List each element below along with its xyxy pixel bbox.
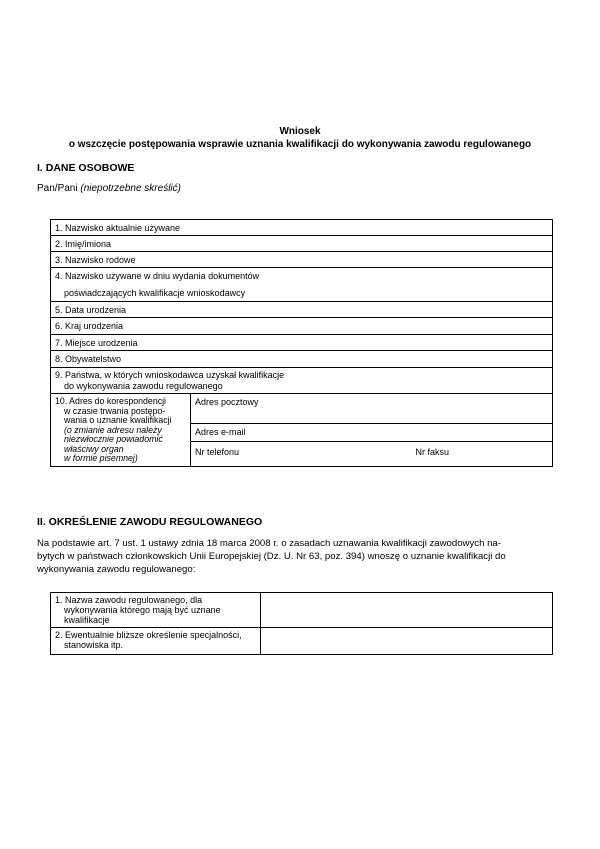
section-1-heading: I. DANE OSOBOWE — [37, 162, 135, 174]
address-label-cell: 10. Adres do korespondencji w czasie trwania postępo- wania o uznanie kwalifikacji (o zmianie adresu należy niezwłocznie powiadomić właściwy organ w formie pisemnej) — [51, 394, 191, 467]
salutation — [37, 183, 181, 194]
row-qualification-countries[interactable]: 9. Państwa, w których wnioskodawca uzyskał kwalifikacje do wykonywania zawodu regulowanego — [51, 368, 553, 394]
personal-data-table — [50, 219, 553, 467]
row-birth-place[interactable]: 7. Miejsce urodzenia — [51, 335, 553, 351]
section-2-heading: II. OKREŚLENIE ZAWODU REGULOWANEGO — [37, 516, 263, 528]
row-current-surname[interactable]: 1. Nazwisko aktualnie używane — [51, 220, 553, 236]
specialization-field[interactable] — [261, 628, 553, 655]
row-birth-date[interactable]: 5. Data urodzenia — [51, 302, 553, 318]
fax-label: Nr faksu — [415, 447, 450, 457]
legal-basis-paragraph: Na podstawie art. 7 ust. 1 ustawy zdnia 18 marca 2008 r. o zasadach uznawania kwalifikacji zawodowych na- bytych w państwach członkowskich Unii Europejskiej (Dz. U. Nr 63, poz. 394) wnoszę o uznanie kwalifikacji do wykonywania zawodu regulowanego: — [37, 538, 506, 575]
form-subtitle: o wszczęcie postępowania wsprawie uznania kwalifikacji do wykonywania zawodu regulowanego — [68, 139, 532, 150]
salutation-note: (niepotrzebne skreślić) — [80, 183, 181, 194]
salutation-text: Pan/Pani — [37, 183, 78, 194]
row-birth-country[interactable]: 6. Kraj urodzenia — [51, 318, 553, 335]
postal-address-field[interactable]: Adres pocztowy — [191, 394, 553, 424]
specialization-label: 2. Ewentualnie bliższe określenie specjalności, stanowiska itp. — [51, 628, 261, 655]
row-citizenship[interactable]: 8. Obywatelstwo — [51, 351, 553, 368]
form-title: Wniosek — [279, 126, 321, 137]
profession-name-label: 1. Nazwa zawodu regulowanego, dla wykonywania którego mają być uznane kwalifikacje — [51, 593, 261, 628]
phone-fax-field[interactable] — [191, 442, 553, 467]
phone-label: Nr telefonu — [195, 447, 240, 457]
row-first-names[interactable]: 2. Imię/imiona — [51, 236, 553, 252]
profession-name-field[interactable] — [261, 593, 553, 628]
profession-table — [50, 592, 553, 655]
email-field[interactable]: Adres e-mail — [191, 424, 553, 442]
row-surname-at-issue[interactable]: 4. Nazwisko używane w dniu wydania dokumentów poświadczających kwalifikacje wnioskodawcy — [51, 268, 553, 302]
row-family-name[interactable]: 3. Nazwisko rodowe — [51, 252, 553, 268]
